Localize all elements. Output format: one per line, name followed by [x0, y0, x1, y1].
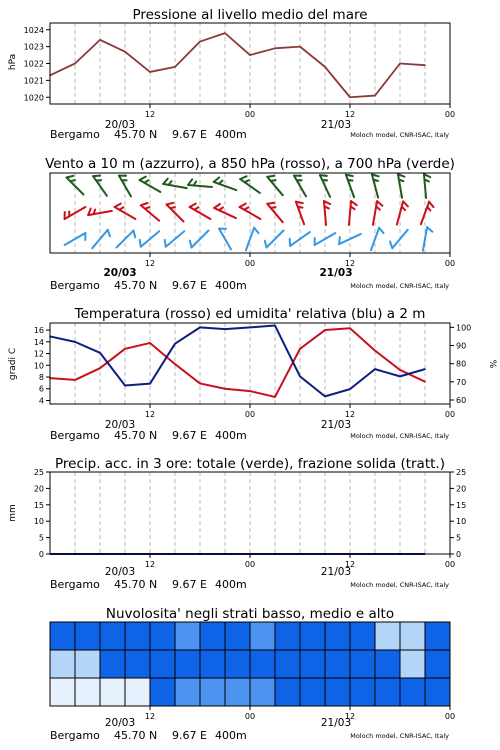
location-name: Bergamo: [50, 279, 100, 292]
y-tick-label: 6: [38, 384, 44, 394]
humidity-line-point: [149, 383, 151, 385]
x-tick-label: 00: [444, 410, 456, 419]
x-tick-label: 12: [144, 560, 156, 569]
wind-barb-700-hpa: [119, 176, 131, 197]
humidity-line-point: [274, 325, 276, 327]
location-lat: 45.70 N: [114, 429, 158, 442]
barb-feather: [140, 177, 146, 180]
location-lon: 9.67 E: [172, 729, 207, 742]
humidity-line-point: [299, 376, 301, 378]
barb-feather: [240, 204, 246, 207]
humidity-line-point: [399, 376, 401, 378]
humidity-line-point: [349, 388, 351, 390]
wind-barb-850-hpa: [267, 203, 282, 222]
cloud-cell-medio: [300, 650, 326, 678]
location-lat: 45.70 N: [114, 729, 158, 742]
barb-feather: [190, 204, 196, 207]
cloud-cell-medio: [150, 650, 176, 678]
temperature-ylabel: gradi C: [8, 347, 18, 381]
y-tick-label: 0: [38, 550, 44, 559]
wind-barb-10-m: [371, 228, 384, 251]
panel-temperature: [8, 306, 497, 442]
cloud-cell-medio: [100, 650, 126, 678]
panel-clouds: [50, 606, 455, 742]
barb-feather: [390, 242, 392, 249]
pressure-date-1: 20/03: [104, 119, 136, 131]
wind-barb-700-hpa: [67, 176, 84, 195]
pressure-line-point: [374, 95, 376, 97]
cloud-cell-alto: [350, 622, 376, 650]
barb-feather: [214, 177, 219, 181]
temperature-line-point: [249, 390, 251, 392]
pressure-line-point: [199, 41, 201, 43]
cloud-cell-alto: [75, 622, 101, 650]
humidity-line-point: [374, 368, 376, 370]
cloud-cell-medio: [125, 650, 151, 678]
wind-barb-700-hpa: [424, 174, 430, 198]
wind-date-1: 20/03: [103, 267, 137, 279]
barb-feather: [296, 202, 303, 203]
wind-barb-700-hpa: [267, 176, 282, 195]
barb-feather: [170, 207, 175, 208]
humidity-ylabel: %: [487, 359, 497, 369]
wind-barb-10-m: [246, 228, 259, 251]
cloud-cell-alto: [125, 622, 151, 650]
barb-feather: [165, 240, 166, 247]
y-tick-label: 20: [456, 484, 467, 494]
cloud-cell-basso: [100, 678, 126, 706]
barb-feather: [245, 180, 249, 182]
barb-shaft: [93, 176, 107, 196]
barb-feather: [188, 179, 192, 185]
model-source: Moloch model, CNR-ISAC, Italy: [350, 131, 449, 139]
temperature-line-point: [399, 369, 401, 371]
wind-barb-850-hpa: [397, 201, 408, 224]
cloud-cell-alto: [50, 622, 76, 650]
pressure-ylabel: hPa: [8, 53, 18, 71]
cloud-cell-basso: [275, 678, 301, 706]
clouds-date-2: 21/03: [320, 717, 352, 729]
barb-shaft: [320, 175, 330, 197]
pressure-line-point: [74, 63, 76, 65]
wind-barb-700-hpa: [320, 175, 330, 197]
barb-shaft: [424, 174, 426, 198]
cloud-cell-medio: [400, 650, 426, 678]
pressure-line-point: [99, 39, 101, 41]
barb-feather: [219, 181, 223, 184]
temperature-line-point: [374, 350, 376, 352]
y-tick-label: 20: [33, 484, 44, 494]
cloud-cell-basso: [200, 678, 226, 706]
barb-feather: [119, 207, 123, 209]
cloud-cell-basso: [175, 678, 201, 706]
cloud-cell-basso: [75, 678, 101, 706]
x-tick-label: 12: [144, 259, 156, 268]
wind-barb-10-m: [265, 231, 284, 248]
cloud-cell-medio: [200, 650, 226, 678]
humidity-line-point: [74, 341, 76, 343]
barb-feather: [219, 207, 223, 210]
barb-feather: [169, 181, 172, 185]
wind-barb-700-hpa: [398, 174, 405, 198]
cloud-cell-basso: [425, 678, 451, 706]
panel-wind: [45, 156, 455, 292]
y-tick-label: 5: [456, 533, 462, 543]
temperature-line-point: [124, 348, 126, 350]
temperature-line-point: [299, 348, 301, 350]
x-tick-label: 12: [344, 560, 356, 569]
y-tick-label: 60: [456, 396, 467, 406]
cloud-cell-alto: [400, 622, 426, 650]
barb-feather: [265, 241, 267, 248]
barb-feather: [145, 207, 150, 209]
humidity-line-point: [224, 328, 226, 330]
wind-barb-10-m: [92, 230, 110, 248]
humidity-line: [50, 326, 425, 397]
clouds-date-1: 20/03: [104, 717, 136, 729]
wind-barb-10-m: [140, 231, 159, 246]
cloud-cell-alto: [100, 622, 126, 650]
pressure-line-point: [149, 71, 151, 73]
barb-shaft: [119, 176, 131, 197]
pressure-line-point: [124, 51, 126, 53]
x-tick-label: 00: [244, 410, 256, 419]
location-lon: 9.67 E: [172, 128, 207, 141]
barb-feather: [377, 201, 382, 206]
y-tick-label: 1020: [23, 93, 44, 103]
wind-barb-700-hpa: [294, 176, 306, 197]
location-lat: 45.70 N: [114, 578, 158, 591]
humidity-line-point: [424, 368, 426, 370]
barb-feather: [240, 176, 246, 179]
wind-barb-10-m: [339, 234, 361, 244]
wind-barb-10-m: [117, 231, 136, 248]
barb-shaft: [324, 201, 326, 225]
temperature-date-2: 21/03: [320, 419, 352, 431]
temperature-line-point: [199, 383, 201, 385]
location-name: Bergamo: [50, 429, 100, 442]
barb-feather: [339, 237, 340, 244]
barb-shaft: [421, 202, 429, 225]
wind-date-2: 21/03: [319, 267, 353, 279]
y-tick-label: 12: [33, 349, 44, 359]
cloud-cell-medio: [50, 650, 76, 678]
cloud-cell-alto: [250, 622, 276, 650]
wind-barb-10-m: [190, 231, 209, 248]
temperature-line: [50, 328, 425, 397]
precipitation-date-2: 21/03: [320, 566, 352, 578]
barb-feather: [403, 201, 408, 206]
temperature-line-point: [349, 327, 351, 329]
model-source: Moloch model, CNR-ISAC, Italy: [350, 282, 449, 290]
cloud-cell-medio: [75, 650, 101, 678]
cloud-cell-medio: [350, 650, 376, 678]
temperature-title: Temperatura (rosso) ed umidita' relativa (blu) a 2 m: [74, 306, 426, 322]
pressure-line-point: [324, 66, 326, 68]
y-tick-label: 1024: [23, 25, 44, 35]
cloud-cell-medio: [325, 650, 351, 678]
barb-feather: [267, 176, 274, 177]
cloud-cell-basso: [325, 678, 351, 706]
x-tick-label: 12: [344, 110, 356, 119]
cloud-cell-medio: [425, 650, 451, 678]
pressure-line-point: [424, 64, 426, 66]
cloud-cell-basso: [400, 678, 426, 706]
location-elev: 400m: [215, 578, 247, 591]
location-lon: 9.67 E: [172, 429, 207, 442]
x-tick-label: 00: [444, 259, 456, 268]
location-lat: 45.70 N: [114, 279, 158, 292]
barb-feather: [194, 207, 198, 209]
y-tick-label: 1021: [23, 76, 44, 86]
location-name: Bergamo: [50, 729, 100, 742]
location-name: Bergamo: [50, 128, 100, 141]
cloud-cell-medio: [375, 650, 401, 678]
cloud-cell-medio: [275, 650, 301, 678]
cloud-cell-medio: [225, 650, 251, 678]
y-tick-label: 90: [456, 341, 467, 351]
barb-shaft: [294, 176, 306, 197]
pressure-line-point: [249, 54, 251, 56]
barb-shaft: [188, 185, 212, 187]
location-name: Bergamo: [50, 578, 100, 591]
pressure-line-point: [274, 48, 276, 50]
temperature-line-point: [74, 379, 76, 381]
wind-barb-850-hpa: [324, 201, 330, 225]
location-elev: 400m: [215, 429, 247, 442]
barb-shaft: [296, 202, 304, 225]
barb-feather: [271, 180, 276, 181]
barb-feather: [67, 176, 74, 178]
location-elev: 400m: [215, 729, 247, 742]
cloud-cell-alto: [300, 622, 326, 650]
pressure-date-2: 21/03: [320, 119, 352, 131]
x-tick-label: 12: [344, 259, 356, 268]
barb-feather: [254, 228, 258, 233]
cloud-cell-medio: [250, 650, 276, 678]
barb-feather: [70, 180, 75, 181]
temperature-line-point: [149, 342, 151, 344]
y-tick-label: 16: [33, 326, 44, 336]
temperature-line-point: [224, 388, 226, 390]
barb-feather: [402, 207, 405, 210]
cloud-cell-alto: [175, 622, 201, 650]
cloud-cell-medio: [175, 650, 201, 678]
pressure-line-point: [174, 66, 176, 68]
temperature-line-point: [99, 367, 101, 369]
y-tick-label: 15: [33, 500, 44, 510]
humidity-line-point: [174, 343, 176, 345]
y-tick-label: 10: [456, 517, 467, 527]
barb-feather: [244, 207, 248, 209]
y-tick-label: 15: [456, 500, 467, 510]
temperature-line-point: [274, 396, 276, 398]
location-elev: 400m: [215, 128, 247, 141]
y-tick-label: 80: [456, 359, 467, 369]
cloud-cell-alto: [375, 622, 401, 650]
x-tick-label: 12: [144, 712, 156, 721]
barb-feather: [167, 203, 174, 205]
y-tick-label: 100: [456, 323, 472, 333]
model-source: Moloch model, CNR-ISAC, Italy: [350, 432, 449, 440]
barb-feather: [298, 207, 303, 208]
cloud-cell-basso: [150, 678, 176, 706]
temperature-date-1: 20/03: [104, 419, 136, 431]
barb-feather: [320, 175, 327, 176]
wind-title: Vento a 10 m (azzurro), a 850 hPa (rosso), a 700 hPa (verde): [45, 156, 455, 172]
pressure-line-point: [299, 46, 301, 48]
x-tick-label: 12: [344, 410, 356, 419]
barb-feather: [214, 204, 220, 208]
clouds-title: Nuvolosita' negli strati basso, medio e alto: [105, 606, 395, 622]
cloud-cell-basso: [300, 678, 326, 706]
location-lon: 9.67 E: [172, 279, 207, 292]
cloud-cell-basso: [350, 678, 376, 706]
wind-barb-850-hpa: [349, 201, 357, 225]
panel-precipitation: [8, 456, 466, 591]
pressure-line-point: [349, 96, 351, 98]
y-tick-label: 8: [38, 373, 44, 382]
wind-barb-850-hpa: [373, 201, 382, 225]
cloud-cell-alto: [225, 622, 251, 650]
x-tick-label: 12: [144, 110, 156, 119]
x-tick-label: 00: [244, 560, 256, 569]
cloud-cell-basso: [225, 678, 251, 706]
y-tick-label: 14: [33, 337, 44, 347]
barb-feather: [267, 203, 274, 204]
pressure-line-point: [399, 63, 401, 65]
panel-pressure: [8, 7, 455, 141]
y-tick-label: 25: [33, 468, 44, 477]
y-tick-label: 5: [38, 533, 44, 543]
x-tick-label: 00: [244, 712, 256, 721]
barb-feather: [376, 207, 380, 210]
cloud-cell-basso: [50, 678, 76, 706]
x-tick-label: 00: [244, 259, 256, 268]
wind-barb-10-m: [423, 227, 432, 251]
cloud-cell-alto: [150, 622, 176, 650]
pressure-line-point: [224, 32, 226, 34]
y-tick-label: 10: [33, 361, 44, 371]
humidity-line-point: [249, 327, 251, 329]
barb-feather: [429, 202, 433, 207]
location-lat: 45.70 N: [114, 128, 158, 141]
cloud-cell-alto: [325, 622, 351, 650]
humidity-line-point: [99, 352, 101, 354]
precipitation-date-1: 20/03: [104, 566, 136, 578]
temperature-line-point: [174, 363, 176, 365]
cloud-cell-alto: [425, 622, 451, 650]
cloud-cell-basso: [125, 678, 151, 706]
x-tick-label: 00: [444, 110, 456, 119]
barb-feather: [163, 179, 168, 184]
y-tick-label: 10: [33, 517, 44, 527]
barb-feather: [140, 240, 141, 247]
barb-shaft: [339, 234, 361, 244]
pressure-line: [50, 33, 425, 97]
y-tick-label: 1023: [23, 42, 44, 52]
humidity-line-point: [199, 327, 201, 329]
x-tick-label: 00: [244, 110, 256, 119]
precipitation-location: [50, 578, 449, 591]
barb-feather: [190, 241, 192, 248]
x-tick-label: 12: [144, 410, 156, 419]
wind-barb-850-hpa: [421, 202, 434, 225]
precipitation-title: Precip. acc. in 3 ore: totale (verde), frazione solida (tratt.): [55, 456, 445, 472]
barb-feather: [427, 207, 430, 211]
wind-barb-700-hpa: [93, 176, 107, 196]
cloud-cell-basso: [250, 678, 276, 706]
barb-shaft: [349, 201, 351, 225]
wind-location: [50, 279, 449, 292]
x-tick-label: 00: [444, 560, 456, 569]
barb-feather: [427, 227, 432, 232]
pressure-frame: [50, 23, 450, 104]
y-tick-label: 25: [456, 468, 467, 477]
barb-feather: [115, 204, 121, 207]
y-tick-label: 70: [456, 377, 467, 387]
wind-barb-850-hpa: [296, 202, 304, 225]
precipitation-ylabel: mm: [8, 504, 18, 522]
barb-feather: [379, 228, 383, 233]
location-lon: 9.67 E: [172, 578, 207, 591]
temperature-line-point: [424, 381, 426, 383]
barb-feather: [348, 180, 353, 181]
y-tick-label: 0: [456, 550, 462, 559]
barb-feather: [351, 201, 357, 205]
barb-feather: [144, 180, 148, 182]
pressure-title: Pressione al livello medio del mare: [132, 7, 368, 23]
humidity-line-point: [124, 385, 126, 387]
x-tick-label: 00: [444, 712, 456, 721]
precipitation-frame: [50, 472, 450, 554]
barb-feather: [141, 203, 148, 205]
model-source: Moloch model, CNR-ISAC, Italy: [350, 732, 449, 740]
barb-feather: [346, 175, 353, 176]
y-tick-label: 4: [38, 396, 44, 406]
cloud-cell-alto: [275, 622, 301, 650]
barb-feather: [133, 231, 135, 238]
model-source: Moloch model, CNR-ISAC, Italy: [350, 581, 449, 589]
barb-feather: [108, 230, 110, 237]
clouds-location: [50, 729, 449, 742]
humidity-line-point: [324, 396, 326, 398]
cloud-cell-alto: [200, 622, 226, 650]
cloud-cell-basso: [375, 678, 401, 706]
location-elev: 400m: [215, 279, 247, 292]
wind-barb-10-m: [165, 231, 184, 246]
temperature-line-point: [324, 329, 326, 331]
barb-feather: [271, 207, 276, 208]
wind-barb-10-m: [390, 230, 408, 248]
x-tick-label: 12: [344, 712, 356, 721]
wind-barb-700-hpa: [346, 175, 354, 198]
barb-feather: [373, 180, 378, 181]
barb-shaft: [346, 175, 354, 198]
y-tick-label: 1022: [23, 59, 44, 69]
